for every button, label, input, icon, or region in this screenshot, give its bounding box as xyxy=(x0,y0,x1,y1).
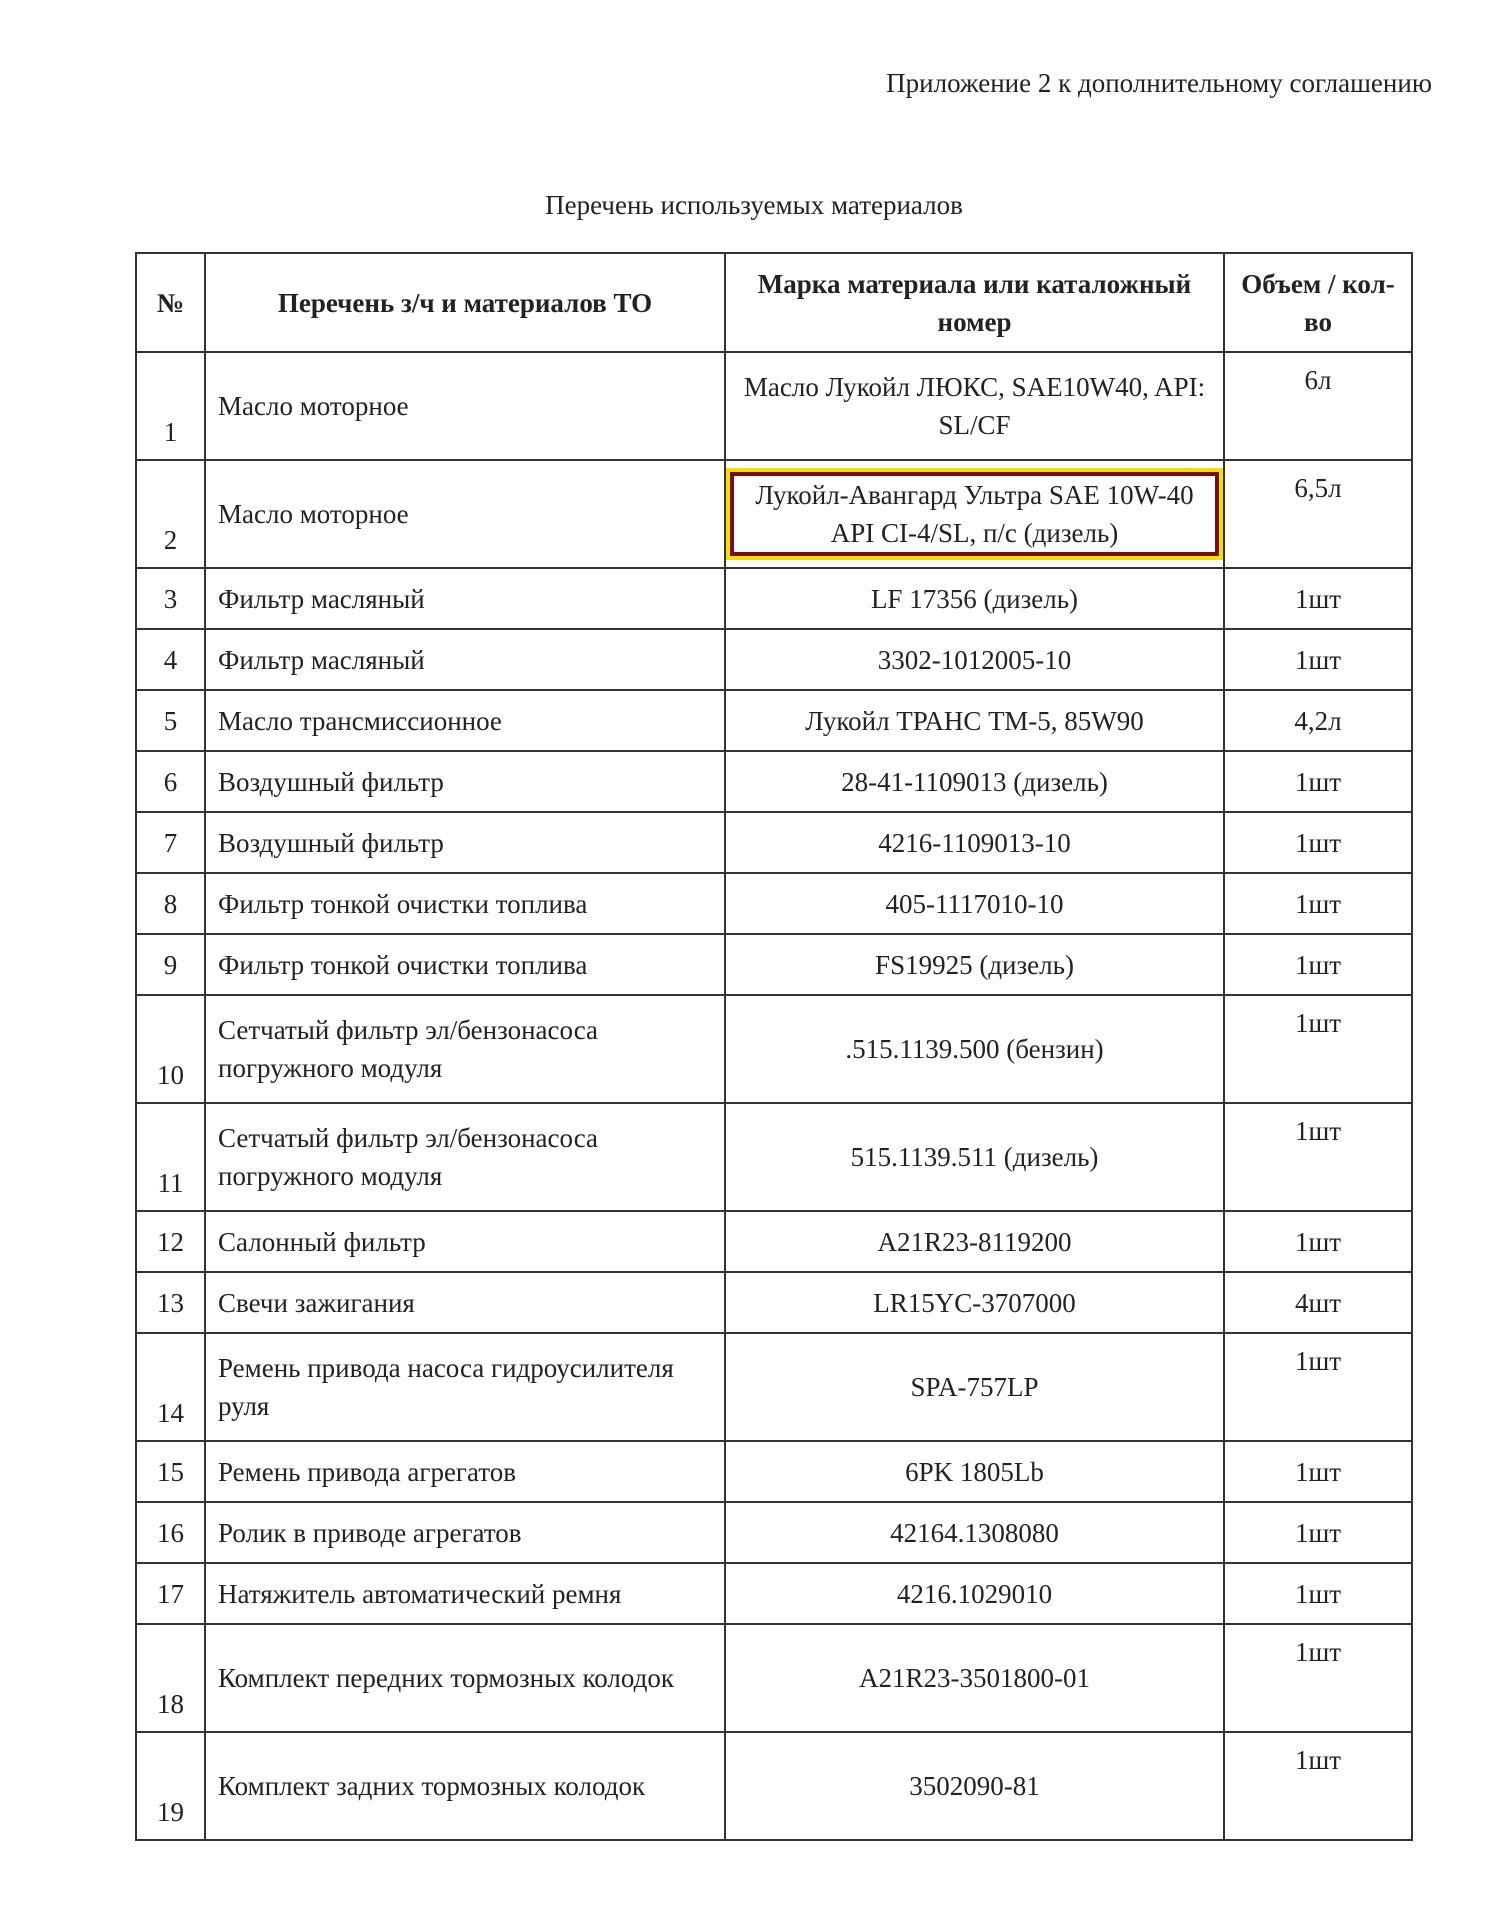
row-mark: LF 17356 (дизель) xyxy=(870,583,1079,614)
table-row xyxy=(136,1211,1412,1272)
row-name: Натяжитель автоматический ремня xyxy=(218,1578,622,1609)
row-mark: 28-41-1109013 (дизель) xyxy=(841,766,1108,797)
row-qty: 4,2л xyxy=(1294,705,1342,736)
row-number-cell xyxy=(136,751,205,812)
row-number: 6 xyxy=(163,766,178,797)
row-name: Свечи зажигания xyxy=(218,1287,415,1318)
row-number-cell xyxy=(136,812,205,873)
row-mark: A21R23-8119200 xyxy=(877,1226,1072,1257)
row-qty: 1шт xyxy=(1294,1578,1342,1609)
header-mark: Марка материала или каталожный номер xyxy=(725,253,1224,352)
row-number: 11 xyxy=(157,1168,184,1198)
row-number: 7 xyxy=(163,827,178,858)
table-row xyxy=(136,995,1412,1103)
row-mark-cell xyxy=(725,1563,1224,1624)
row-number-cell xyxy=(136,352,205,460)
row-mark-cell xyxy=(725,1502,1224,1563)
row-mark: 4216-1109013-10 xyxy=(878,827,1071,858)
row-name-cell xyxy=(205,995,725,1103)
row-name: Сетчатый фильтр эл/бензонасоса погружного модуля xyxy=(218,1015,598,1083)
row-name-cell xyxy=(205,1732,725,1840)
table-row xyxy=(136,751,1412,812)
row-number: 10 xyxy=(157,1060,184,1090)
row-qty: 6л xyxy=(1304,365,1332,395)
row-mark-cell xyxy=(725,690,1224,751)
row-name-cell xyxy=(205,1333,725,1441)
row-name-cell xyxy=(205,460,725,568)
table-row xyxy=(136,812,1412,873)
row-qty: 4шт xyxy=(1294,1287,1342,1318)
row-qty-cell xyxy=(1224,690,1412,751)
row-name-cell xyxy=(205,1103,725,1211)
row-name-cell xyxy=(205,1211,725,1272)
row-number-cell xyxy=(136,690,205,751)
row-mark: 4216.1029010 xyxy=(896,1578,1053,1609)
row-qty-cell xyxy=(1224,1103,1412,1211)
row-qty-cell xyxy=(1224,1563,1412,1624)
row-qty: 1шт xyxy=(1294,766,1342,797)
row-number-cell xyxy=(136,1441,205,1502)
row-name-cell xyxy=(205,751,725,812)
row-name: Ролик в приводе агрегатов xyxy=(218,1517,522,1548)
row-name-cell xyxy=(205,1563,725,1624)
row-name-cell xyxy=(205,1272,725,1333)
row-number: 15 xyxy=(157,1456,184,1487)
table-row xyxy=(136,1441,1412,1502)
row-mark-cell xyxy=(725,751,1224,812)
row-number: 17 xyxy=(157,1578,184,1609)
row-mark-cell xyxy=(725,873,1224,934)
appendix-label: Приложение 2 к дополнительному соглашению xyxy=(886,68,1432,98)
table-row xyxy=(136,568,1412,629)
row-mark: LR15YC-3707000 xyxy=(873,1287,1076,1318)
row-qty: 1шт xyxy=(1294,1517,1342,1548)
row-qty: 1шт xyxy=(1294,949,1342,980)
row-number: 14 xyxy=(157,1398,184,1428)
row-number-cell xyxy=(136,1624,205,1732)
table-row xyxy=(136,1502,1412,1563)
row-mark-cell xyxy=(725,1211,1224,1272)
row-qty-cell xyxy=(1224,568,1412,629)
row-number-cell xyxy=(136,1502,205,1563)
table-row xyxy=(136,1272,1412,1333)
row-name-cell xyxy=(205,568,725,629)
table-header-row xyxy=(136,253,1412,352)
row-qty: 1шт xyxy=(1294,888,1342,919)
row-qty-cell xyxy=(1224,995,1412,1103)
row-name: Фильтр тонкой очистки топлива xyxy=(218,888,588,919)
row-qty-cell xyxy=(1224,1211,1412,1272)
row-name-cell xyxy=(205,934,725,995)
row-name-cell xyxy=(205,629,725,690)
document-title: Перечень используемых материалов xyxy=(545,190,963,220)
row-qty: 1шт xyxy=(1294,1226,1342,1257)
row-name-cell xyxy=(205,690,725,751)
row-mark-cell xyxy=(725,568,1224,629)
row-name: Фильтр масляный xyxy=(218,644,425,675)
row-name: Ремень привода насоса гидроусилителя руля xyxy=(218,1353,674,1421)
row-qty-cell xyxy=(1224,629,1412,690)
row-number: 16 xyxy=(157,1517,184,1548)
row-number-cell xyxy=(136,1211,205,1272)
row-qty: 1шт xyxy=(1294,827,1342,858)
row-qty-cell xyxy=(1224,1333,1412,1441)
row-qty-cell xyxy=(1224,1502,1412,1563)
table-row xyxy=(136,629,1412,690)
row-name: Масло моторное xyxy=(218,391,409,421)
row-number-cell xyxy=(136,1103,205,1211)
row-number-cell xyxy=(136,1272,205,1333)
row-mark-cell xyxy=(725,812,1224,873)
row-name: Фильтр масляный xyxy=(218,583,425,614)
row-number: 4 xyxy=(163,644,178,675)
row-qty: 1шт xyxy=(1294,1456,1342,1487)
table-row xyxy=(136,934,1412,995)
highlighted-row-mark: Лукойл-Авангард Ультра SAE 10W-40 API CI-4/SL, п/с (дизель) xyxy=(730,472,1219,556)
row-qty-cell xyxy=(1224,812,1412,873)
row-name: Сетчатый фильтр эл/бензонасоса погружного модуля xyxy=(218,1123,598,1191)
row-number-cell xyxy=(136,629,205,690)
row-mark: SPA-757LP xyxy=(910,1372,1039,1402)
row-number-cell xyxy=(136,1333,205,1441)
row-mark-cell xyxy=(725,460,1224,568)
row-qty: 6,5л xyxy=(1294,473,1342,503)
row-name: Масло трансмиссионное xyxy=(218,705,502,736)
row-number: 8 xyxy=(163,888,178,919)
row-qty: 1шт xyxy=(1294,1116,1342,1146)
header-qty: Объем / кол-во xyxy=(1224,253,1412,352)
row-mark-cell xyxy=(725,934,1224,995)
row-name-cell xyxy=(205,1502,725,1563)
header-number: № xyxy=(136,253,205,352)
row-mark-cell xyxy=(725,629,1224,690)
row-qty: 1шт xyxy=(1294,1346,1342,1376)
row-name: Фильтр тонкой очистки топлива xyxy=(218,949,588,980)
row-name: Комплект задних тормозных колодок xyxy=(218,1771,646,1801)
table-row xyxy=(136,1103,1412,1211)
table-row xyxy=(136,460,1412,568)
row-name-cell xyxy=(205,352,725,460)
table-row xyxy=(136,690,1412,751)
row-name: Салонный фильтр xyxy=(218,1226,426,1257)
table-row xyxy=(136,1732,1412,1840)
row-qty: 1шт xyxy=(1294,1008,1342,1038)
row-mark-cell xyxy=(725,1103,1224,1211)
row-qty: 1шт xyxy=(1294,1637,1342,1667)
row-mark: 42164.1308080 xyxy=(890,1517,1059,1548)
row-qty: 1шт xyxy=(1294,1745,1342,1775)
row-name: Масло моторное xyxy=(218,499,409,529)
row-mark: Масло Лукойл ЛЮКС, SAE10W40, API: SL/CF xyxy=(743,372,1206,440)
row-name-cell xyxy=(205,1441,725,1502)
table-row xyxy=(136,1333,1412,1441)
table-row xyxy=(136,1563,1412,1624)
row-name-cell xyxy=(205,1624,725,1732)
row-qty-cell xyxy=(1224,460,1412,568)
row-qty-cell xyxy=(1224,1732,1412,1840)
table-row xyxy=(136,1624,1412,1732)
row-number-cell xyxy=(136,995,205,1103)
row-number: 9 xyxy=(163,949,178,980)
row-qty-cell xyxy=(1224,751,1412,812)
row-number: 18 xyxy=(157,1689,184,1719)
row-mark: 3302-1012005-10 xyxy=(877,644,1072,675)
row-number: 3 xyxy=(163,583,178,614)
row-mark: 3502090-81 xyxy=(909,1771,1040,1801)
row-qty-cell xyxy=(1224,934,1412,995)
row-number-cell xyxy=(136,460,205,568)
row-qty-cell xyxy=(1224,873,1412,934)
row-name-cell xyxy=(205,873,725,934)
row-mark: .515.1139.500 (бензин) xyxy=(845,1034,1104,1064)
row-qty-cell xyxy=(1224,352,1412,460)
row-mark-cell xyxy=(725,1732,1224,1840)
row-name: Комплект передних тормозных колодок xyxy=(218,1663,674,1693)
row-mark-cell xyxy=(725,352,1224,460)
row-mark: 515.1139.511 (дизель) xyxy=(850,1142,1099,1172)
row-qty-cell xyxy=(1224,1624,1412,1732)
row-number: 13 xyxy=(157,1287,184,1318)
table-row xyxy=(136,352,1412,460)
row-number: 2 xyxy=(163,525,178,555)
row-number-cell xyxy=(136,1732,205,1840)
row-name-cell xyxy=(205,812,725,873)
materials-table xyxy=(135,252,1413,1841)
row-number-cell xyxy=(136,1563,205,1624)
row-mark-cell xyxy=(725,1624,1224,1732)
row-number: 1 xyxy=(163,417,178,447)
row-qty-cell xyxy=(1224,1441,1412,1502)
row-number-cell xyxy=(136,873,205,934)
row-number: 5 xyxy=(163,705,178,736)
row-qty: 1шт xyxy=(1294,583,1342,614)
row-mark-cell xyxy=(725,1441,1224,1502)
row-mark: 6PK 1805Lb xyxy=(905,1456,1044,1487)
row-mark: A21R23-3501800-01 xyxy=(859,1663,1090,1693)
row-name: Воздушный фильтр xyxy=(218,827,444,858)
row-mark-cell xyxy=(725,1272,1224,1333)
row-qty-cell xyxy=(1224,1272,1412,1333)
row-number: 12 xyxy=(157,1226,184,1257)
row-name: Ремень привода агрегатов xyxy=(218,1456,516,1487)
row-mark-cell xyxy=(725,1333,1224,1441)
row-mark: Лукойл ТРАНС ТМ-5, 85W90 xyxy=(805,705,1144,736)
header-name: Перечень з/ч и материалов ТО xyxy=(205,253,725,352)
row-mark: 405-1117010-10 xyxy=(885,888,1064,919)
table-row xyxy=(136,873,1412,934)
row-mark: FS19925 (дизель) xyxy=(875,949,1074,980)
row-number-cell xyxy=(136,934,205,995)
row-mark-cell xyxy=(725,995,1224,1103)
row-number-cell xyxy=(136,568,205,629)
row-number: 19 xyxy=(157,1797,184,1827)
row-name: Воздушный фильтр xyxy=(218,766,444,797)
row-qty: 1шт xyxy=(1294,644,1342,675)
